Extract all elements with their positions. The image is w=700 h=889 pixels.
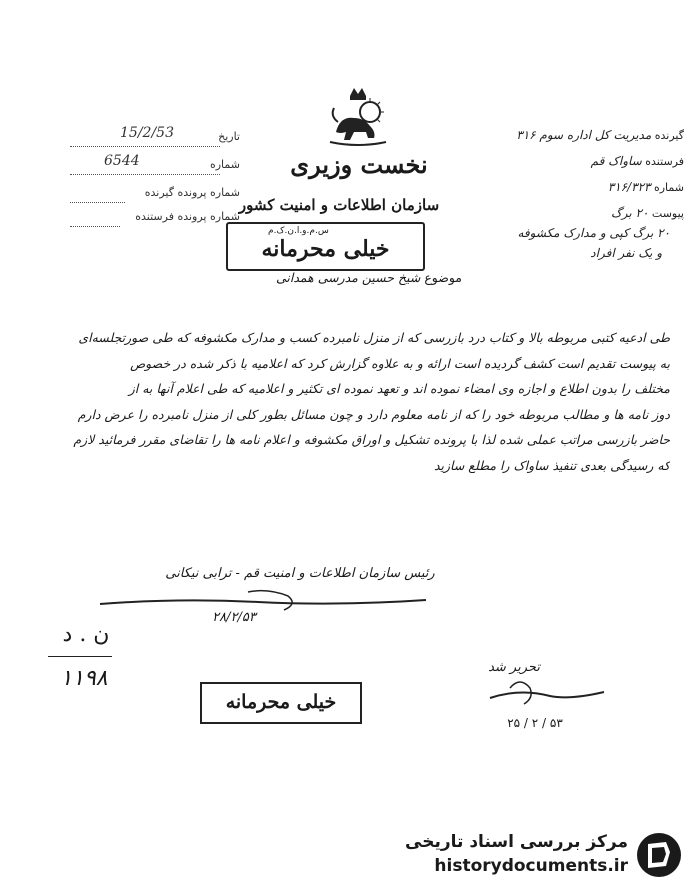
organization-name: سازمان اطلاعات و امنیت کشور — [238, 196, 440, 214]
body-line: به پیوست تقدیم است کشف گردیده است ارائه و به علاوه گزارش کرد که اعلامیه با ذکر شده در خصوص — [130, 355, 670, 371]
signature-date: ۲۸/۲/۵۳ — [212, 610, 256, 625]
field-receiver-file — [70, 186, 240, 206]
field-number — [70, 153, 240, 178]
field-label: گیرنده — [654, 129, 684, 142]
stamp-label: خیلی محرمانه — [225, 691, 337, 713]
archive-logo-icon — [636, 832, 682, 878]
field-value: 6544 — [104, 153, 140, 169]
field-label: شماره — [653, 181, 684, 194]
field-sender-file — [70, 210, 240, 230]
body-line: دوز نامه ها و مطالب مربوطه خود را که از نامه معلوم دارد و چون مسائل بطور کلی از منزل نامبرده را عرض دارم — [77, 406, 670, 422]
margin-code: ن . د — [62, 622, 110, 647]
archive-footer — [380, 828, 690, 883]
field-value: ۲۰ برگ — [611, 206, 649, 220]
field-attachment — [448, 206, 684, 220]
attachment-note-1: ۲۰ برگ کپی و مدارک مکشوفه — [517, 226, 670, 240]
body-line: حاضر بازرسی مراتب عملی شده لذا با پرونده تشکیل و اوراق مکشوفه و اعلام نامه ها را تقاضای مقرر فرمائید لازم — [73, 432, 670, 447]
classification-stamp-top — [226, 222, 425, 271]
field-recipient — [448, 128, 684, 142]
stamp-label: خیلی محرمانه — [261, 236, 390, 262]
field-sender — [448, 154, 684, 168]
body-line: که رسیدگی بعدی تنفیذ ساواک را مطلع سازید — [433, 457, 670, 473]
field-label: فرستنده — [645, 155, 684, 168]
field-value: مدیریت کل اداره سوم ۳۱۶ — [516, 128, 652, 142]
field-value: ساواک قم — [590, 154, 642, 168]
margin-divider — [48, 656, 112, 657]
office-title: نخست وزیری — [290, 150, 428, 179]
field-label: شماره پرونده فرستنده — [135, 210, 240, 223]
field-value: 15/2/53 — [120, 125, 174, 141]
field-label: پیوست — [651, 207, 684, 220]
file-number: ۱۱۹۸ — [60, 666, 108, 691]
initials-text: تحریر شد — [488, 660, 540, 675]
archive-url: historydocuments.ir — [434, 856, 628, 876]
archive-center-name: مرکز بررسی اسناد تاریخی — [405, 832, 628, 852]
field-label: شماره — [209, 158, 240, 171]
field-reference — [448, 180, 684, 194]
body-line: مختلف را بدون اطلاع و اجازه وی امضاء نموده اند و تعهد نموده ای تکثیر و اعلامیه که طی اعلام آنها به از — [128, 381, 670, 396]
field-date — [70, 125, 240, 150]
signer-name: رئیس سازمان اطلاعات و امنیت قم - ترابی نیکانی — [165, 566, 435, 581]
subject-value: شیخ حسین مدرسی همدانی — [275, 270, 421, 285]
classification-stamp-bottom — [200, 682, 362, 724]
stamp-code: س.م.و.ا.ن.ک.م — [268, 226, 329, 236]
attachment-note-2: و یک نفر افراد — [590, 246, 662, 260]
subject-line — [262, 270, 462, 285]
field-label: شماره پرونده گیرنده — [144, 186, 240, 199]
body-line: طی ادعیه کتبی مربوطه بالا و کتاب درد بازرسی که از منزل نامبرده کسب و مدارک مکشوفه که طی صورتجلسه‌ای — [78, 330, 670, 345]
field-value: ۳۱۶/۳۲۳ — [607, 180, 651, 194]
subject-label: موضوع — [424, 270, 462, 285]
letter-body — [30, 330, 670, 483]
field-label: تاریخ — [218, 130, 240, 143]
lion-and-sun-icon — [324, 86, 392, 148]
initials-date: ۲۵ / ۲ / ۵۳ — [507, 716, 563, 730]
